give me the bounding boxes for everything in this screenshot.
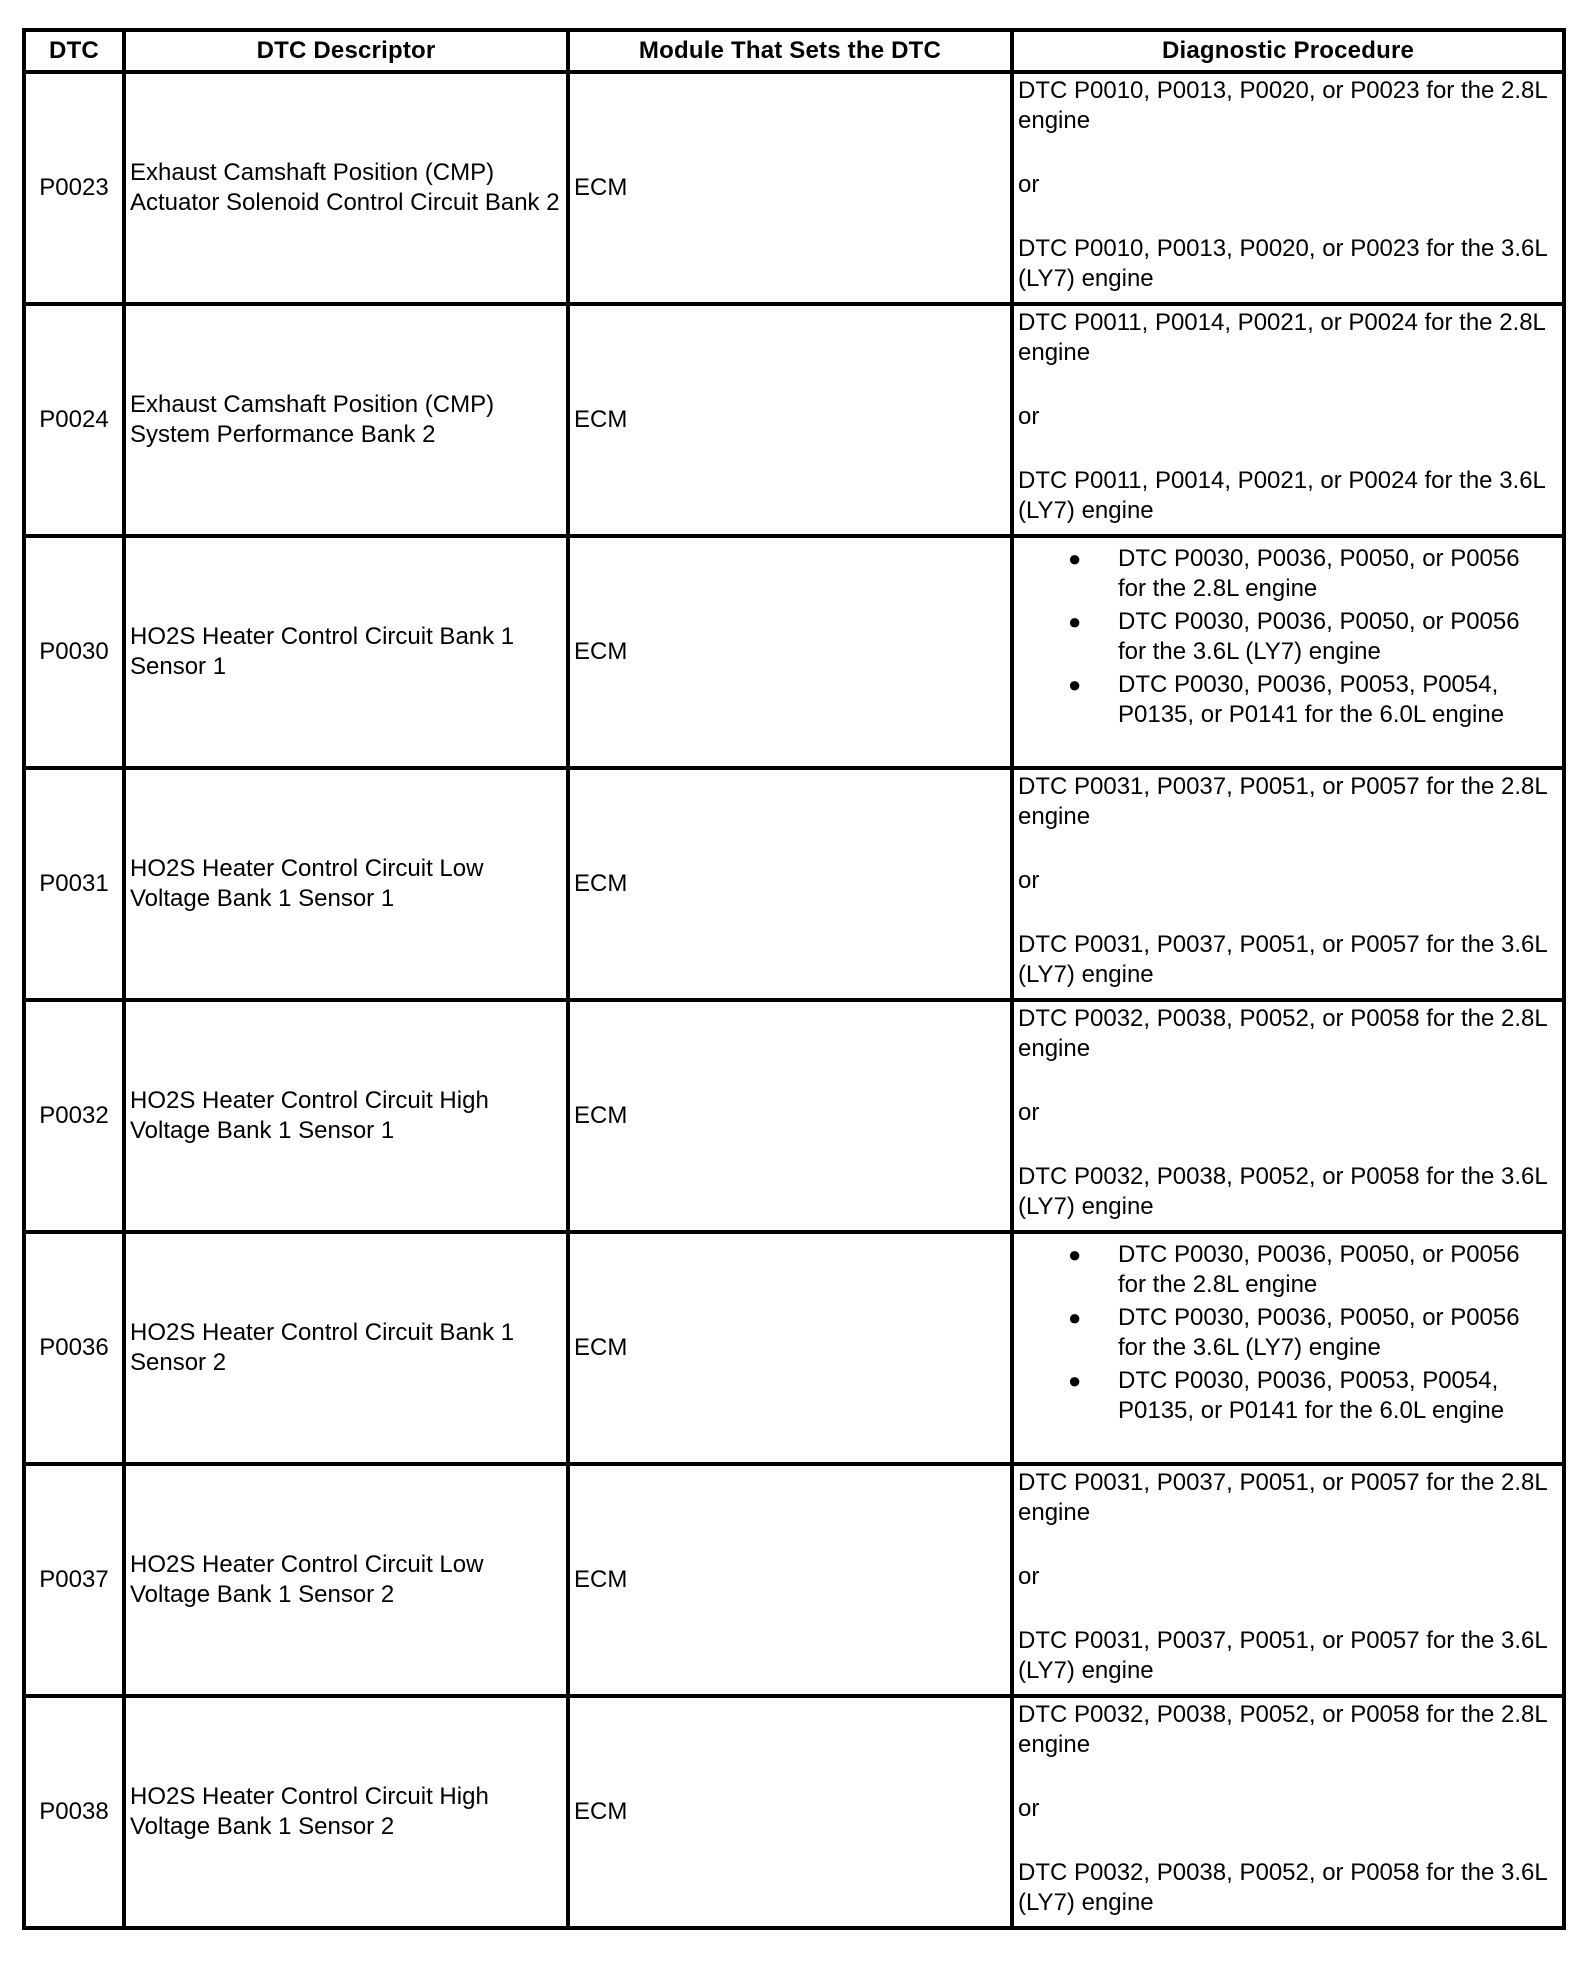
dtc-code: P0024 — [24, 304, 124, 536]
module-name: ECM — [568, 1000, 1012, 1232]
procedure-line: DTC P0031, P0037, P0051, or P0057 for the 3.6L (LY7) engine — [1018, 931, 1547, 988]
module-name: ECM — [568, 1696, 1012, 1928]
diagnostic-procedure — [1012, 72, 1564, 304]
dtc-table — [22, 28, 1566, 1930]
procedure-bullet-text: DTC P0030, P0036, P0053, P0054, P0135, or P0141 for the 6.0L engine — [1118, 671, 1505, 728]
procedure-line: DTC P0031, P0037, P0051, or P0057 for the 3.6L (LY7) engine — [1018, 1627, 1547, 1684]
table-row — [24, 1000, 1564, 1232]
procedure-bullet-list — [1018, 538, 1558, 730]
module-name: ECM — [568, 768, 1012, 1000]
diagnostic-procedure — [1012, 1696, 1564, 1928]
module-name: ECM — [568, 1464, 1012, 1696]
procedure-line: or — [1018, 1795, 1040, 1822]
procedure-line: DTC P0032, P0038, P0052, or P0058 for the 3.6L (LY7) engine — [1018, 1859, 1547, 1916]
dtc-descriptor: HO2S Heater Control Circuit High Voltage Bank 1 Sensor 1 — [124, 1000, 568, 1232]
module-name: ECM — [568, 72, 1012, 304]
procedure-bullet-list — [1018, 1234, 1558, 1426]
table-row — [24, 1232, 1564, 1464]
table-row — [24, 304, 1564, 536]
diagnostic-procedure — [1012, 1464, 1564, 1696]
dtc-descriptor: Exhaust Camshaft Position (CMP) Actuator Solenoid Control Circuit Bank 2 — [124, 72, 568, 304]
procedure-bullet-item — [1018, 1303, 1552, 1363]
table-row — [24, 1696, 1564, 1928]
bullet-icon: ● — [1068, 672, 1082, 697]
procedure-text-block — [1018, 770, 1558, 990]
dtc-code: P0030 — [24, 536, 124, 768]
procedure-line: or — [1018, 171, 1040, 198]
procedure-bullet-text: DTC P0030, P0036, P0050, or P0056 for the 2.8L engine — [1118, 1241, 1520, 1298]
dtc-descriptor: HO2S Heater Control Circuit High Voltage Bank 1 Sensor 2 — [124, 1696, 568, 1928]
procedure-text-block — [1018, 306, 1558, 526]
dtc-code: P0038 — [24, 1696, 124, 1928]
procedure-line: DTC P0031, P0037, P0051, or P0057 for the 2.8L engine — [1018, 1469, 1547, 1526]
diagnostic-procedure — [1012, 1232, 1564, 1464]
procedure-line: or — [1018, 867, 1040, 894]
procedure-text-block — [1018, 1466, 1558, 1686]
table-row — [24, 536, 1564, 768]
table-row — [24, 1464, 1564, 1696]
procedure-bullet-text: DTC P0030, P0036, P0050, or P0056 for the 3.6L (LY7) engine — [1118, 1304, 1520, 1361]
procedure-bullet-item — [1018, 1240, 1552, 1300]
header-procedure: Diagnostic Procedure — [1012, 30, 1564, 72]
bullet-icon: ● — [1068, 1242, 1082, 1267]
bullet-icon: ● — [1068, 546, 1082, 571]
diagnostic-procedure — [1012, 1000, 1564, 1232]
dtc-descriptor: Exhaust Camshaft Position (CMP) System Performance Bank 2 — [124, 304, 568, 536]
procedure-line: DTC P0032, P0038, P0052, or P0058 for the 3.6L (LY7) engine — [1018, 1163, 1547, 1220]
procedure-bullet-text: DTC P0030, P0036, P0050, or P0056 for the 3.6L (LY7) engine — [1118, 608, 1520, 665]
header-descriptor: DTC Descriptor — [124, 30, 568, 72]
procedure-line: DTC P0011, P0014, P0021, or P0024 for the 2.8L engine — [1018, 309, 1546, 366]
table-row — [24, 72, 1564, 304]
module-name: ECM — [568, 304, 1012, 536]
dtc-code: P0037 — [24, 1464, 124, 1696]
procedure-line: DTC P0011, P0014, P0021, or P0024 for the 3.6L (LY7) engine — [1018, 467, 1546, 524]
procedure-line: DTC P0032, P0038, P0052, or P0058 for the 2.8L engine — [1018, 1005, 1547, 1062]
procedure-text-block — [1018, 74, 1558, 294]
dtc-code: P0023 — [24, 72, 124, 304]
diagnostic-procedure — [1012, 304, 1564, 536]
procedure-text-block — [1018, 1002, 1558, 1222]
procedure-bullet-text: DTC P0030, P0036, P0050, or P0056 for the 2.8L engine — [1118, 545, 1520, 602]
procedure-line: or — [1018, 1563, 1040, 1590]
procedure-line: DTC P0031, P0037, P0051, or P0057 for the 2.8L engine — [1018, 773, 1547, 830]
header-dtc: DTC — [24, 30, 124, 72]
dtc-descriptor: HO2S Heater Control Circuit Bank 1 Sensor 2 — [124, 1232, 568, 1464]
table-body — [24, 72, 1564, 1928]
procedure-bullet-text: DTC P0030, P0036, P0053, P0054, P0135, or P0141 for the 6.0L engine — [1118, 1367, 1505, 1424]
procedure-bullet-item — [1018, 607, 1552, 667]
procedure-text-block — [1018, 1698, 1558, 1918]
diagnostic-procedure — [1012, 768, 1564, 1000]
bullet-icon: ● — [1068, 609, 1082, 634]
procedure-line: DTC P0032, P0038, P0052, or P0058 for the 2.8L engine — [1018, 1701, 1547, 1758]
procedure-line: DTC P0010, P0013, P0020, or P0023 for the 2.8L engine — [1018, 77, 1547, 134]
procedure-bullet-item — [1018, 544, 1552, 604]
dtc-descriptor: HO2S Heater Control Circuit Low Voltage Bank 1 Sensor 2 — [124, 1464, 568, 1696]
procedure-line: DTC P0010, P0013, P0020, or P0023 for the 3.6L (LY7) engine — [1018, 235, 1547, 292]
dtc-code: P0032 — [24, 1000, 124, 1232]
diagnostic-procedure — [1012, 536, 1564, 768]
dtc-code: P0036 — [24, 1232, 124, 1464]
header-module: Module That Sets the DTC — [568, 30, 1012, 72]
header-row — [24, 30, 1564, 72]
module-name: ECM — [568, 1232, 1012, 1464]
table-row — [24, 768, 1564, 1000]
bullet-icon: ● — [1068, 1368, 1082, 1393]
procedure-line: or — [1018, 1099, 1040, 1126]
dtc-descriptor: HO2S Heater Control Circuit Bank 1 Sensor 1 — [124, 536, 568, 768]
bullet-icon: ● — [1068, 1305, 1082, 1330]
dtc-descriptor: HO2S Heater Control Circuit Low Voltage Bank 1 Sensor 1 — [124, 768, 568, 1000]
procedure-bullet-item — [1018, 1366, 1552, 1426]
module-name: ECM — [568, 536, 1012, 768]
procedure-bullet-item — [1018, 670, 1552, 730]
dtc-code: P0031 — [24, 768, 124, 1000]
procedure-line: or — [1018, 403, 1040, 430]
